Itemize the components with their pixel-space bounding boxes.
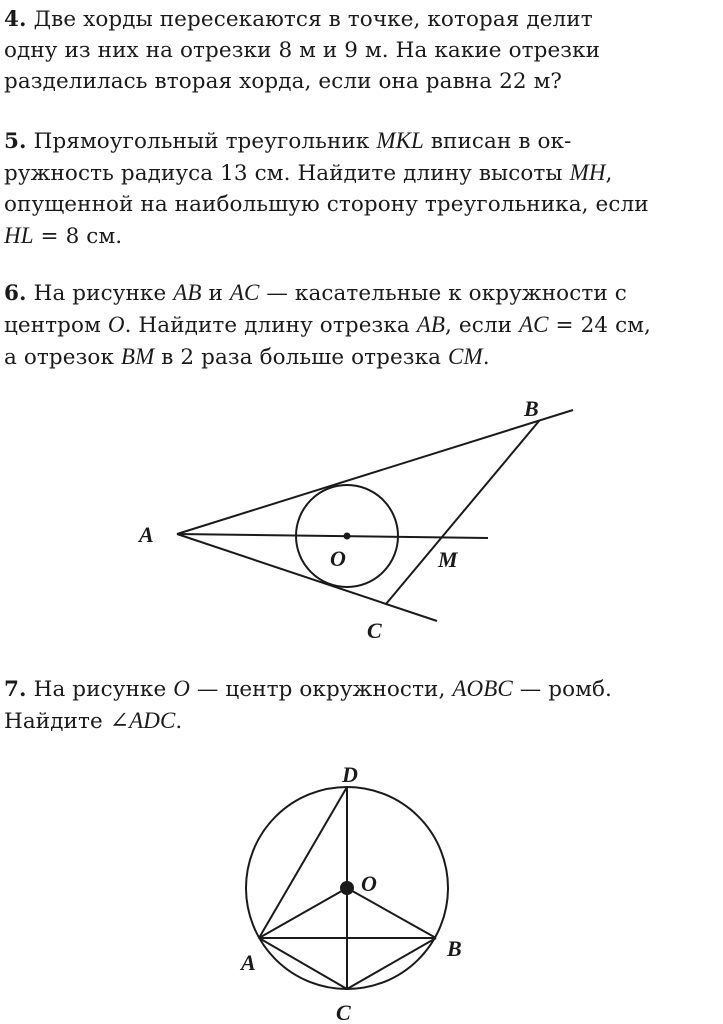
rhombus-side-ao	[259, 888, 347, 938]
problem-6-text: в 2 раза больше отрезка	[154, 345, 449, 370]
label-a: A	[241, 950, 256, 975]
figure-7-rhombus-diagram	[0, 760, 723, 1024]
problem-4-number: 4.	[4, 7, 27, 32]
segment-bc	[386, 421, 539, 604]
problem-7-text: — центр окружности,	[189, 677, 453, 702]
problem-6	[4, 277, 716, 373]
problem-5-line-3: опущенной на наибольшую сторону треугольника, если	[4, 192, 649, 217]
problem-4-text-1: Две хорды пересекаются в точке, которая делит	[33, 7, 593, 32]
label-m: M	[438, 547, 458, 572]
problem-6-text: — касательные к окружности с	[259, 281, 627, 306]
problem-7	[4, 673, 716, 737]
center-point	[340, 881, 354, 895]
problem-5-number: 5.	[4, 129, 27, 154]
problem-6-number: 6.	[4, 281, 27, 306]
problem-7-text: Найдите	[4, 709, 110, 734]
problem-6-line-3	[4, 341, 716, 373]
problem-4-line-1	[4, 4, 716, 35]
problem-5-text: вписан в ок-	[423, 129, 572, 154]
problem-7-line-1	[4, 673, 716, 705]
problem-4	[4, 4, 716, 97]
label-o: O	[361, 871, 377, 896]
problem-5-line-2	[4, 157, 716, 189]
height-mh-label: MH	[569, 160, 606, 185]
label-a: A	[139, 522, 154, 547]
segment-bm-label: BM	[120, 344, 155, 369]
label-c: C	[336, 1000, 351, 1024]
rhombus-side-ca	[259, 938, 347, 989]
problem-6-text: = 24 см,	[548, 313, 651, 338]
label-c: C	[367, 618, 382, 643]
angle-adc-label: ∠ADC	[109, 708, 176, 733]
triangle-mkl-label: MKL	[376, 128, 424, 153]
problem-7-number: 7.	[4, 677, 27, 702]
problem-7-text: .	[175, 709, 183, 734]
center-o-label: O	[173, 676, 190, 701]
problem-6-line-2	[4, 309, 716, 341]
label-b: B	[524, 396, 539, 421]
problem-6-line-1	[4, 277, 716, 309]
chord-ad	[259, 787, 347, 938]
problem-7-text: — ромб.	[512, 677, 612, 702]
problem-4-line-3: разделилась вторая хорда, если она равна 22 м?	[4, 69, 563, 94]
segment-cm-label: CM	[448, 344, 483, 369]
segment-hl-label: HL	[4, 223, 34, 248]
problem-5-line-1	[4, 125, 716, 157]
tangent-line-ac	[177, 534, 437, 621]
rhombus-side-bc	[347, 938, 436, 989]
problem-6-text: и	[201, 281, 230, 306]
problem-6-text: .	[482, 345, 490, 370]
label-o: O	[330, 546, 346, 571]
figure-6-tangents-diagram	[0, 390, 723, 650]
problem-6-text: , если	[445, 313, 520, 338]
problem-4-line-2: одну из них на отрезки 8 м и 9 м. На какие отрезки	[4, 38, 601, 63]
problem-6-text: . Найдите длину отрезка	[124, 313, 417, 338]
segment-ac-label: AC	[229, 280, 260, 305]
center-point	[344, 533, 351, 540]
rhombus-aobc-label: AOBC	[452, 676, 513, 701]
problem-6-text: а отрезок	[4, 345, 121, 370]
problem-6-text: На рисунке	[33, 281, 174, 306]
problem-5	[4, 125, 716, 252]
segment-ac-label: AC	[519, 312, 549, 337]
problem-5-line-4	[4, 220, 716, 252]
segment-ab-label: AB	[416, 312, 446, 337]
problem-5-text: = 8 см.	[33, 224, 123, 249]
problem-7-text: На рисунке	[33, 677, 174, 702]
center-o-label: O	[107, 312, 125, 337]
segment-ab-label: AB	[173, 280, 202, 305]
problem-5-text: ружность радиуса 13 см. Найдите длину высоты	[4, 161, 570, 186]
problem-6-text: центром	[4, 313, 108, 338]
tangent-line-ab	[177, 410, 573, 534]
problem-5-text: Прямоугольный треугольник	[33, 129, 377, 154]
problem-5-text: ,	[605, 161, 613, 186]
problem-7-line-2	[4, 705, 716, 737]
label-d: D	[342, 762, 358, 787]
label-b: B	[447, 936, 462, 961]
